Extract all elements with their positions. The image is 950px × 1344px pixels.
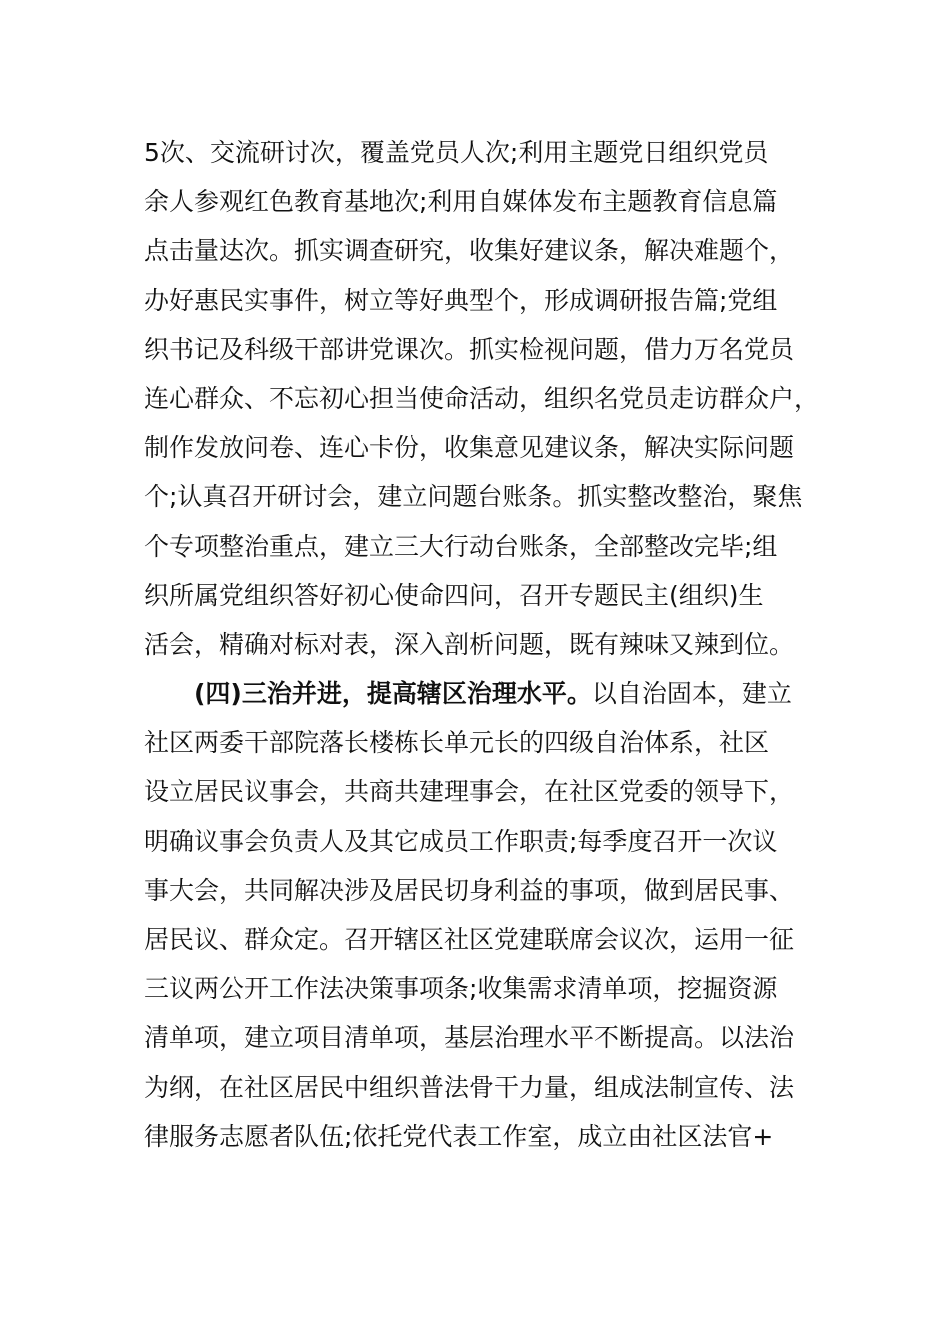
text-line: 点击量达次。抓实调查研究，收集好建议条，解决难题个， [144, 236, 795, 266]
text-line: 个专项整治重点，建立三大行动台账条，全部整改完毕;组 [144, 531, 778, 561]
text-line: 事大会，共同解决涉及居民切身利益的事项，做到居民事、 [144, 875, 795, 905]
text-line: 织书记及科级干部讲党课次。抓实检视问题，借力万名党员 [144, 334, 795, 364]
text-line: 社区两委干部院落长楼栋长单元长的四级自治体系，社区 [144, 728, 770, 758]
text-line: 为纲，在社区居民中组织普法骨干力量，组成法制宣传、法 [144, 1072, 795, 1102]
text-line: 设立居民议事会，共商共建理事会，在社区党委的领导下， [144, 777, 795, 807]
text-line: 律服务志愿者队伍;依托党代表工作室，成立由社区法官+ [144, 1121, 774, 1151]
text-line: 余人参观红色教育基地次;利用自媒体发布主题教育信息篇 [144, 187, 778, 217]
text-line: 办好惠民实事件，树立等好典型个，形成调研报告篇;党组 [144, 285, 778, 315]
section-heading: (四)三治并进，提高辖区治理水平。 [194, 679, 592, 709]
text-line: 明确议事会负责人及其它成员工作职责;每季度召开一次议 [144, 826, 778, 856]
heading-line-rest: 以自治固本，建立 [591, 679, 792, 709]
text-line: 连心群众、不忘初心担当使命活动，组织名党员走访群众户， [144, 383, 820, 413]
text-line: 居民议、群众定。召开辖区社区党建联席会议次，运用一征 [144, 925, 795, 954]
text-line: 个;认真召开研讨会，建立问题台账条。抓实整改整治，聚焦 [144, 482, 803, 512]
body-text [144, 128, 824, 1161]
text-line: 活会，精确对标对表，深入剖析问题，既有辣味又辣到位。 [144, 629, 795, 659]
text-line: 织所属党组织答好初心使命四问，召开专题民主(组织)生 [144, 580, 764, 610]
text-line: 三议两公开工作法决策事项条;收集需求清单项，挖掘资源 [144, 974, 778, 1004]
text-line: 5次、交流研讨次，覆盖党员人次;利用主题党日组织党员 [144, 138, 769, 167]
text-line: 制作发放问卷、连心卡份，收集意见建议条，解决实际问题 [144, 433, 795, 463]
text-line: 清单项，建立项目清单项，基层治理水平不断提高。以法治 [144, 1023, 795, 1053]
section-heading-line [144, 669, 824, 718]
